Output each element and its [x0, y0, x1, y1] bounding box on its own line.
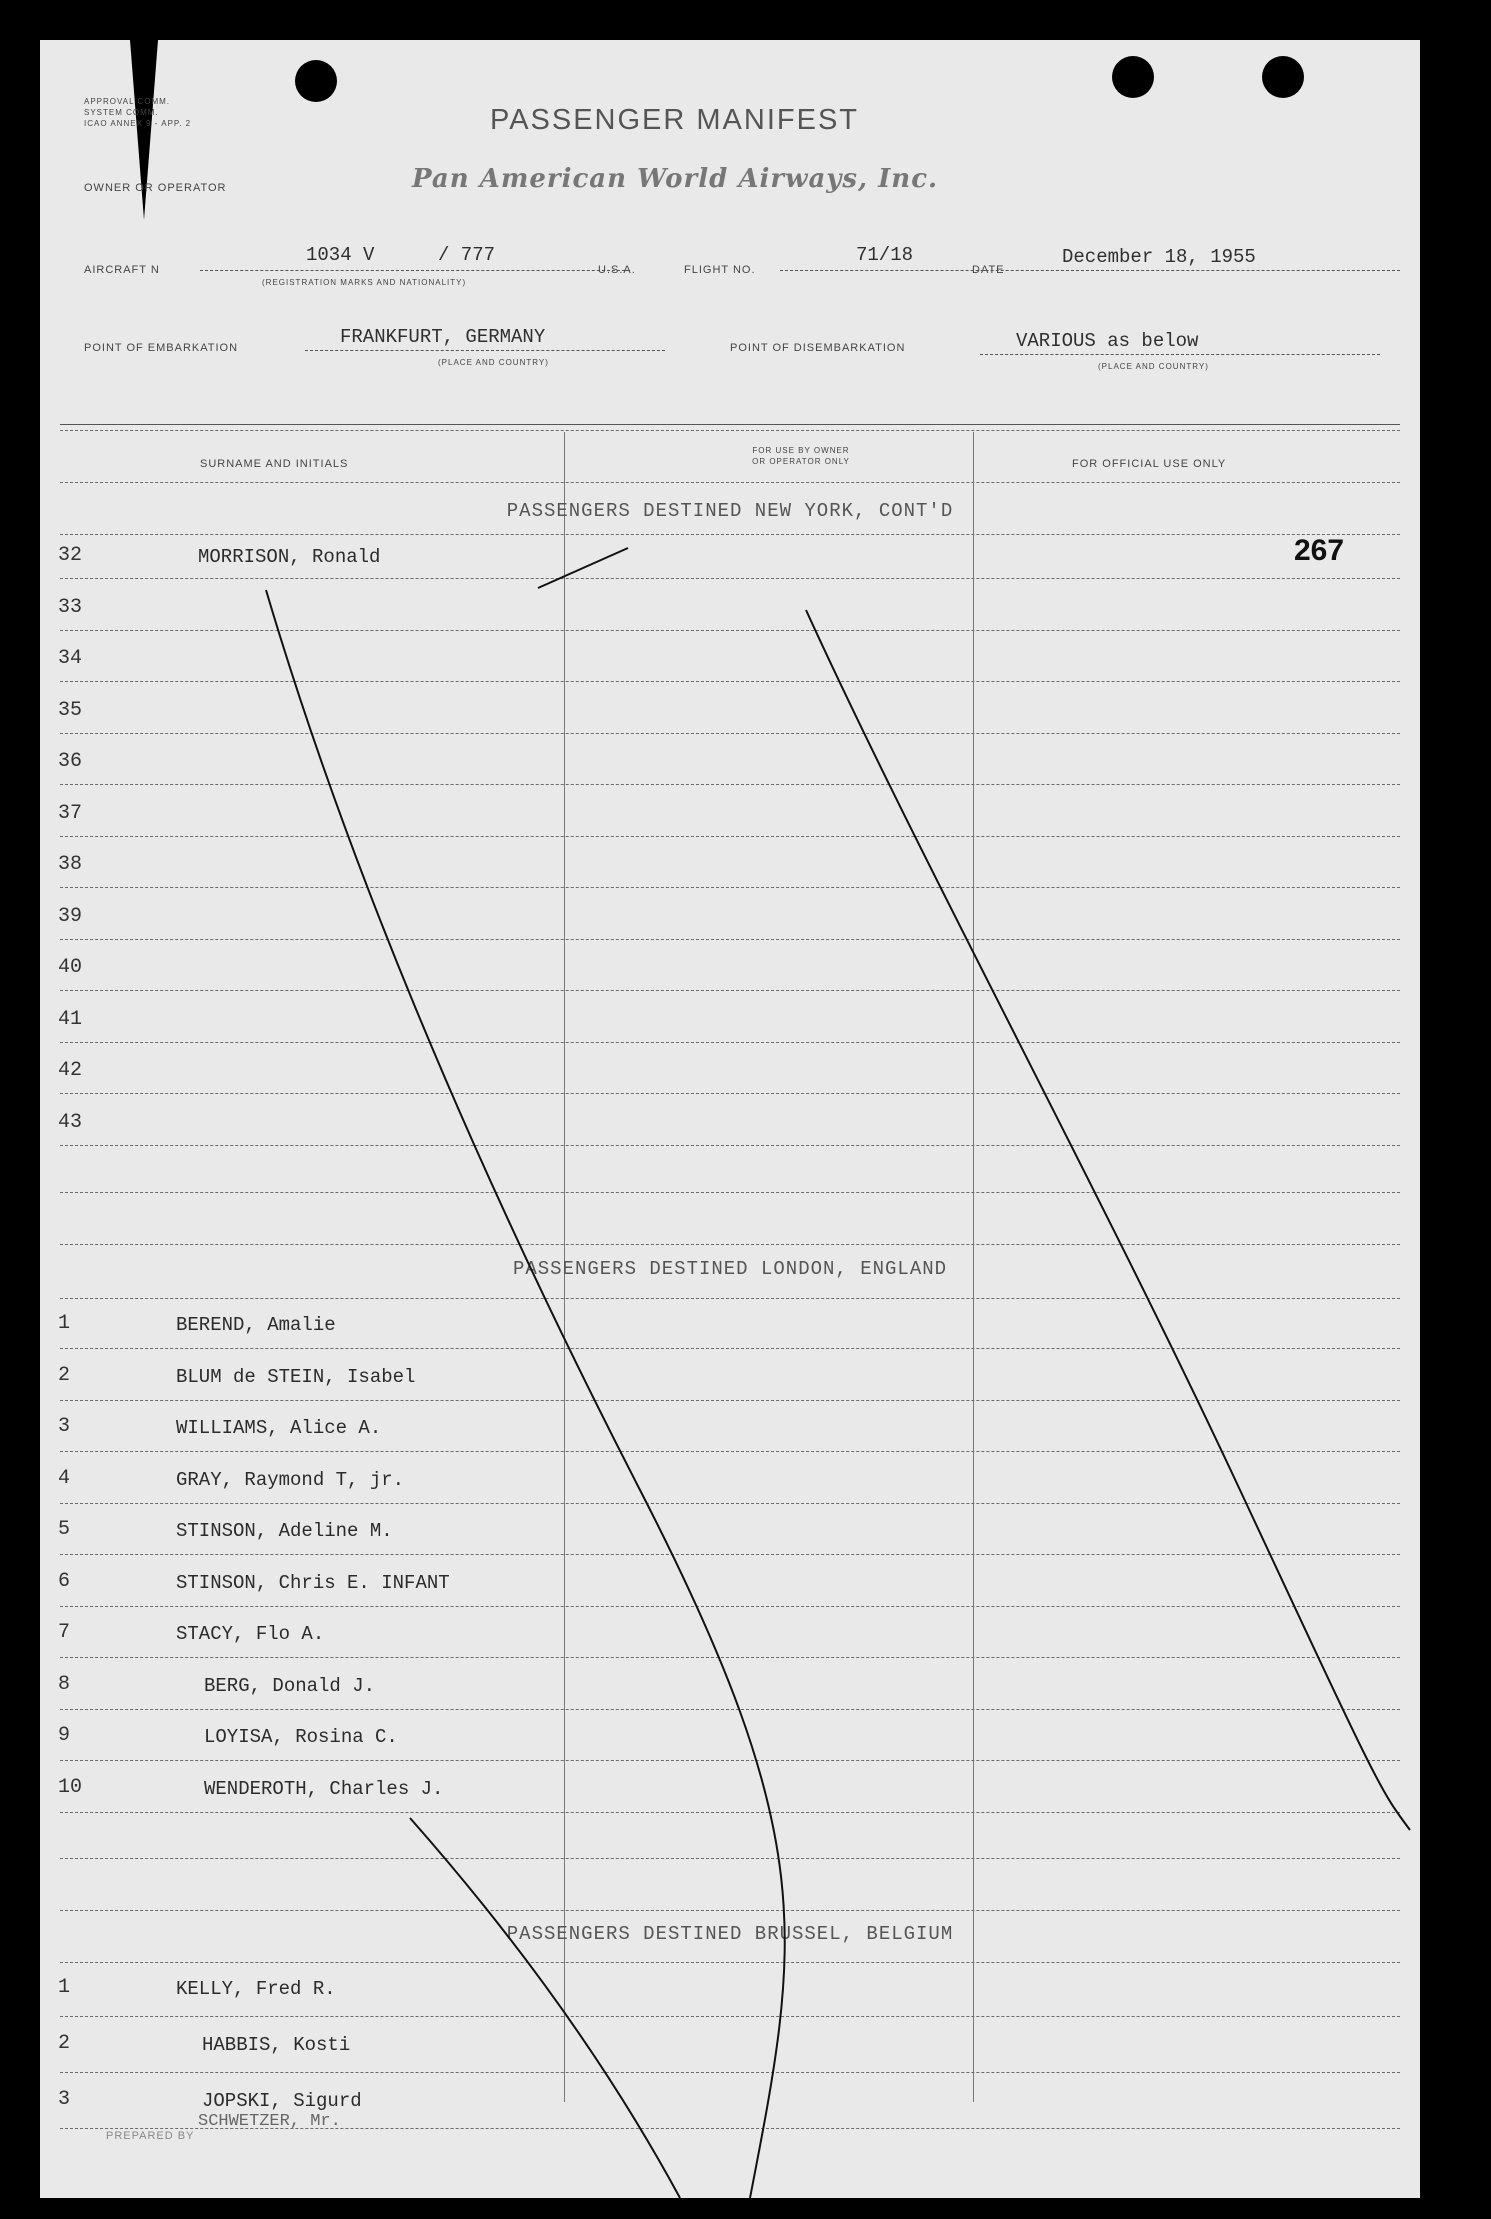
column-official: FOR OFFICIAL USE ONLY: [1072, 458, 1227, 470]
column-surname: SURNAME AND INITIALS: [200, 458, 349, 470]
passenger-name: KELLY, Fred R.: [176, 1978, 336, 2000]
disembark-value: VARIOUS as below: [1016, 330, 1199, 352]
aircraft-label: AIRCRAFT N: [84, 264, 160, 276]
strike-line: [806, 610, 1410, 1830]
section-heading-new-york: PASSENGERS DESTINED NEW YORK, CONT'D: [506, 500, 954, 522]
row-number: 7: [58, 1621, 71, 1644]
row-number: 3: [58, 1415, 71, 1438]
usa-label: U.S.A.: [598, 264, 636, 276]
row-number: 41: [58, 1007, 83, 1031]
row-number: 43: [58, 1110, 83, 1134]
flight-value: 71/18: [856, 244, 914, 266]
approval-line: SYSTEM COMM.: [84, 108, 159, 117]
row-number: 8: [58, 1672, 71, 1696]
page-stamp: 267: [1294, 534, 1345, 567]
row-number: 36: [58, 750, 83, 773]
owner-label: OWNER OR OPERATOR: [84, 182, 227, 194]
strike-line: [538, 548, 628, 588]
disembark-label: POINT OF DISEMBARKATION: [730, 342, 906, 354]
cancellation-strokes: [40, 40, 1420, 2198]
row-number: 2: [58, 2032, 71, 2055]
column-owner-use-line: FOR USE BY OWNER: [752, 446, 850, 455]
date-value: December 18, 1955: [1062, 246, 1256, 268]
aircraft-sub: (REGISTRATION MARKS AND NATIONALITY): [262, 278, 467, 287]
row-number: 2: [58, 1363, 71, 1387]
row-number: 42: [58, 1059, 83, 1082]
row-number: 33: [58, 595, 83, 619]
owner-value: Pan American World Airways, Inc.: [412, 164, 939, 194]
row-number: 10: [58, 1775, 83, 1799]
passenger-name: BLUM de STEIN, Isabel: [176, 1365, 416, 1388]
row-number: 34: [58, 647, 83, 670]
passenger-name: GRAY, Raymond T, jr.: [176, 1468, 405, 1491]
aircraft-value: 1034 V: [306, 244, 375, 266]
row-number: 3: [58, 2088, 71, 2111]
row-number: 37: [58, 801, 83, 825]
strike-line: [410, 1818, 680, 2198]
row-number: 39: [58, 904, 83, 928]
row-number: 1: [58, 1976, 71, 1999]
section-heading-brussel: PASSENGERS DESTINED BRUSSEL, BELGIUM: [506, 1923, 954, 1945]
embark-label: POINT OF EMBARKATION: [84, 342, 239, 354]
row-number: 35: [58, 698, 83, 722]
passenger-name: STINSON, Chris E. INFANT: [176, 1571, 450, 1594]
passenger-name: MORRISON, Ronald: [198, 546, 381, 568]
passenger-name: WENDEROTH, Charles J.: [204, 1777, 444, 1800]
approval-line: ICAO ANNEX 9 - APP. 2: [84, 119, 192, 128]
row-number: 1: [58, 1312, 71, 1335]
embark-value: FRANKFURT, GERMANY: [340, 326, 546, 348]
row-number: 9: [58, 1724, 71, 1747]
flight-label: FLIGHT NO.: [684, 264, 756, 276]
section-heading-london: PASSENGERS DESTINED LONDON, ENGLAND: [512, 1258, 948, 1280]
passenger-name: STACY, Flo A.: [176, 1623, 325, 1645]
disembark-sub: (PLACE AND COUNTRY): [1098, 362, 1209, 371]
passenger-name: STINSON, Adeline M.: [176, 1520, 393, 1542]
strike-line: [266, 590, 785, 2198]
page-title: PASSENGER MANIFEST: [490, 104, 860, 136]
passenger-name: LOYISA, Rosina C.: [204, 1726, 398, 1748]
passenger-name: BEREND, Amalie: [176, 1314, 336, 1336]
approval-line: APPROVAL COMM.: [84, 97, 171, 106]
row-number: 6: [58, 1569, 71, 1593]
prepared-by-label: PREPARED BY: [106, 2130, 195, 2142]
row-number: 38: [58, 853, 83, 876]
embark-sub: (PLACE AND COUNTRY): [438, 358, 549, 367]
overflow-name: SCHWETZER, Mr.: [198, 2112, 341, 2131]
aircraft-value-2: / 777: [438, 244, 496, 266]
row-number: 32: [58, 544, 83, 567]
date-label: DATE: [972, 264, 1005, 276]
passenger-name: BERG, Donald J.: [204, 1674, 376, 1697]
row-number: 5: [58, 1518, 71, 1541]
passenger-name: WILLIAMS, Alice A.: [176, 1417, 382, 1439]
row-number: 40: [58, 956, 83, 979]
row-number: 4: [58, 1466, 71, 1490]
passenger-name: JOPSKI, Sigurd: [202, 2090, 362, 2112]
manifest-sheet: [40, 40, 1420, 2198]
column-owner-use-line: OR OPERATOR ONLY: [752, 457, 850, 466]
passenger-name: HABBIS, Kosti: [202, 2034, 351, 2056]
